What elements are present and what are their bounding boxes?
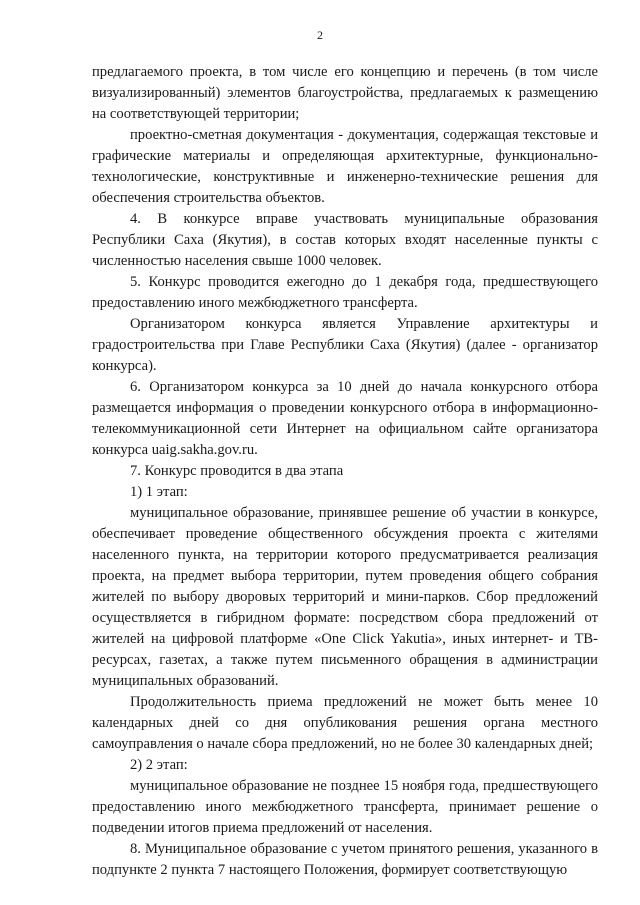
paragraph-clause-8: 8. Муниципальное образование с учетом принятого решения, указанного в подпункте 2 пункта 7 настоящего Положения, формирует соответствующую (92, 841, 598, 878)
page-number: 2 (317, 28, 323, 42)
paragraph-clause-7: 7. Конкурс проводится в два этапа (130, 463, 344, 479)
paragraph-stage-2: 2) 2 этап: (130, 757, 188, 773)
paragraph-clause-5: 5. Конкурс проводится ежегодно до 1 декабря года, предшествующего предоставлению иного межбюджетного трансферта. (92, 274, 598, 311)
paragraph-duration: Продолжительность приема предложений не может быть менее 10 календарных дней со дня опубликования решения органа местного самоуправления о начале сбора предложений, но не более 30 календарных дней; (92, 694, 598, 752)
document-body (92, 62, 598, 881)
paragraph-organizer: Организатором конкурса является Управление архитектуры и градостроительства при Главе Республики Саха (Якутия) (далее - организатор конкурса). (92, 316, 598, 374)
paragraph-stage-1-description: муниципальное образование, принявшее решение об участии в конкурсе, обеспечивает проведение общественного обсуждения проекта с жителями населенного пункта, на территории которого предусматривается реализация проекта, на предмет выбора территории, путем проведения общего собрания жителей по выбору дворовых территорий и мини-парков. Сбор предложений осуществляется в гибридном формате: посредством сбора предложений от жителей на цифровой платформе «One Click Yakutia», иных интернет- и ТВ-ресурсах, газетах, а также путем письменного обращения в администрации муниципальных образований. (92, 505, 598, 689)
paragraph-clause-4: 4. В конкурсе вправе участвовать муниципальные образования Республики Саха (Якутия), в состав которых входят населенные пункты с численностью населения свыше 1000 человек. (92, 211, 598, 269)
paragraph-continuation: предлагаемого проекта, в том числе его концепцию и перечень (в том числе визуализированный) элементов благоустройства, предлагаемых к размещению на соответствующей территории; (92, 64, 598, 122)
paragraph-stage-1: 1) 1 этап: (130, 484, 188, 500)
paragraph-design-documentation: проектно-сметная документация - документация, содержащая текстовые и графические материалы и определяющая архитектурные, функционально-технологические, конструктивные и инженерно-технические решения для обеспечения строительства объектов. (92, 127, 598, 206)
paragraph-stage-2-description: муниципальное образование не позднее 15 ноября года, предшествующего предоставлению иного межбюджетного трансферта, принимает решение о подведении итогов приема предложений от населения. (92, 778, 598, 836)
paragraph-clause-6: 6. Организатором конкурса за 10 дней до начала конкурсного отбора размещается информация о проведении конкурсного отбора в информационно-телекоммуникационной сети Интернет на официальном сайте организатора конкурса uaig.sakha.gov.ru. (92, 379, 598, 458)
